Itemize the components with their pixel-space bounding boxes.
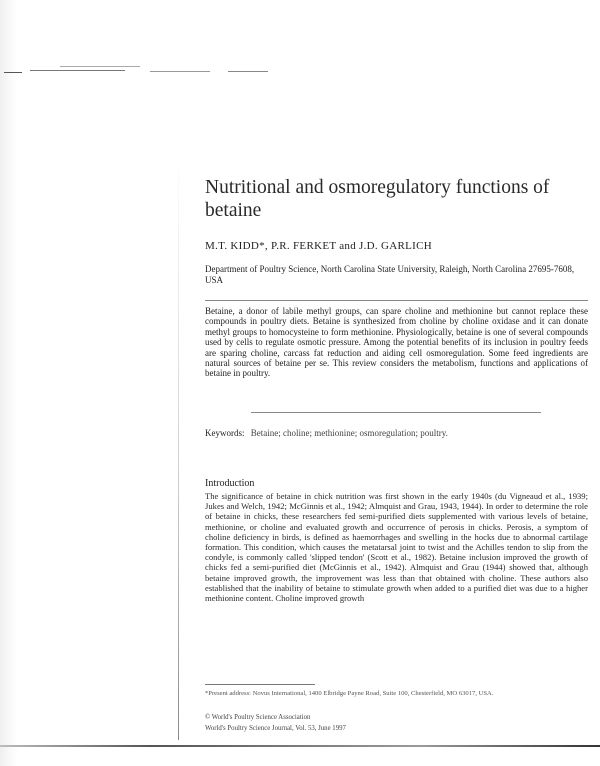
abstract-top-rule bbox=[205, 300, 588, 301]
copyright-line: © World's Poultry Science Association bbox=[205, 714, 311, 721]
abstract-bottom-rule bbox=[251, 412, 541, 413]
scan-artifact bbox=[4, 72, 22, 73]
section-heading-introduction: Introduction bbox=[205, 478, 255, 489]
scan-artifact bbox=[150, 71, 210, 72]
footnote-rule bbox=[205, 684, 315, 685]
article-title: Nutritional and osmoregulatory functions of betaine bbox=[205, 177, 550, 221]
author-affiliation: Department of Poultry Science, North Carolina State University, Raleigh, North Carolina 27695-7608, USA bbox=[205, 264, 575, 285]
scan-shadow bbox=[0, 0, 18, 766]
keywords-line bbox=[205, 428, 448, 438]
page-gutter bbox=[178, 150, 179, 740]
keywords-label: Keywords: bbox=[205, 428, 245, 438]
keywords-list: Betaine; choline; methionine; osmoregulation; poultry. bbox=[250, 428, 448, 438]
scan-artifact bbox=[30, 70, 125, 71]
article-authors: M.T. KIDD*, P.R. FERKET and J.D. GARLICH bbox=[205, 240, 433, 252]
introduction-body: The significance of betaine in chick nutrition was first shown in the early 1940s (du Vigneaud et al., 1939; Jukes and Welch, 1942; McGinnis et al., 1942; Almquist and Grau, 1943, 1944). In order to determine the role of betaine in chicks, these researchers fed semi-purified diets supplemented with various levels of betaine, methionine, or choline and evaluated growth and occurrence of perosis in chicks. Perosis, a symptom of choline deficiency in birds, is defined as haemorrhages and swelling in the hocks due to abnormal cartilage formation. This condition, which causes the metatarsal joint to twist and the Achilles tendon to slip from the condyle, is commonly called 'slipped tendon' (Scott et al., 1982). Betaine inclusion improved the growth of chicks fed a semi-purified diet (McGinnis et al., 1942). Almquist and Grau (1944) showed that, although betaine improved growth, the improvement was less than that obtained with choline. These authors also established that the inability of betaine to stimulate growth when added to a purified diet was due to a higher methionine content. Choline improved growth bbox=[205, 491, 588, 604]
abstract-text: Betaine, a donor of labile methyl groups, can spare choline and methionine but cannot replace these compounds in poultry diets. Betaine is synthesized from choline by choline oxidase and it can donate methyl groups to homocysteine to form methionine. Physiologically, betaine is one of several compounds used by cells to regulate osmotic pressure. Among the potential benefits of its inclusion in poultry feeds are sparing choline, carcass fat reduction and aiding cell osmoregulation. Some feed ingredients are natural sources of betaine per se. This review considers the metabolism, functions and applications of betaine in poultry. bbox=[205, 306, 588, 379]
journal-citation: World's Poultry Science Journal, Vol. 53, June 1997 bbox=[205, 725, 346, 732]
footnote: *Present address: Novus International, 1400 Elbridge Payne Road, Suite 100, Chesterfield, MO 63017, USA. bbox=[205, 690, 494, 697]
page-bottom-edge bbox=[0, 745, 600, 747]
scan-artifact bbox=[60, 66, 140, 67]
scan-artifact bbox=[228, 71, 268, 72]
